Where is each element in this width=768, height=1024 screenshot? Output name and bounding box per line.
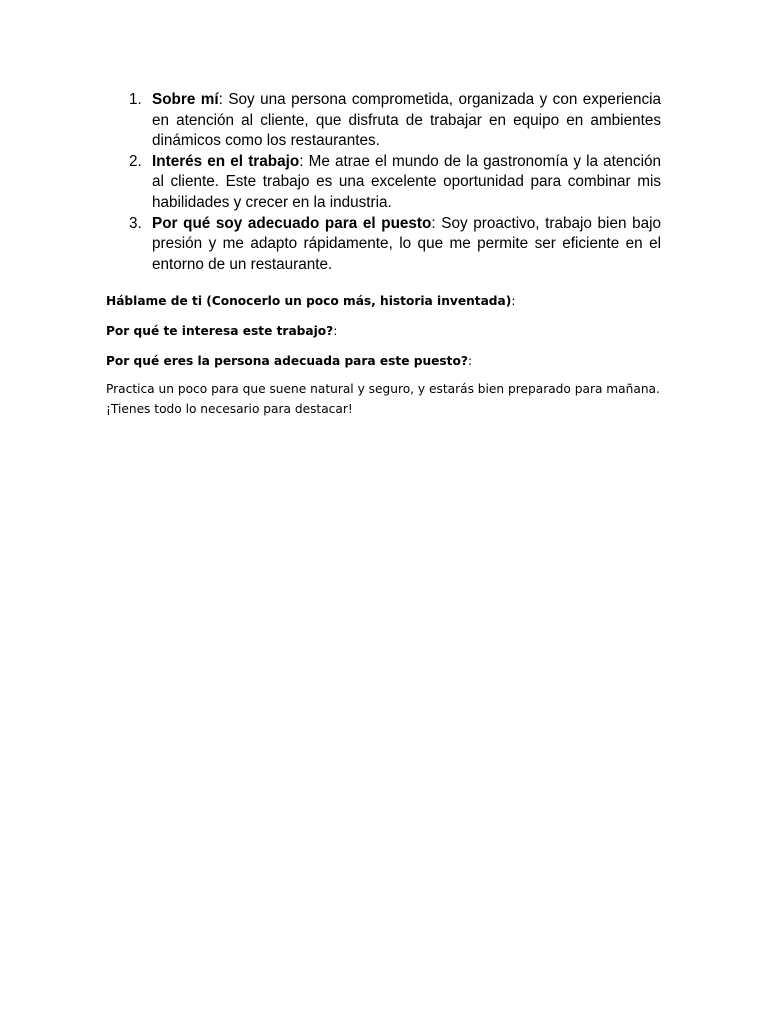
question-interesa-bold: Por qué te interesa este trabajo? <box>106 324 334 338</box>
question-adecuada-bold: Por qué eres la persona adecuada para este puesto? <box>106 354 468 368</box>
numbered-list <box>129 90 662 275</box>
list-item-number: 1. <box>129 91 142 108</box>
question-adecuada-colon: : <box>467 354 473 368</box>
closing-paragraph: Practica un poco para que suene natural y seguro, y estarás bien preparado para mañana. ¡Tienes todo lo necesario para destacar! <box>106 382 660 416</box>
list-item-text: : Soy una persona comprometida, organizada y con experiencia en atención al cliente, que disfruta de trabajar en equipo en ambientes dinámicos como los restaurantes. <box>152 91 662 150</box>
list-item-text: : Soy proactivo, trabajo bien bajo presión y me adapto rápidamente, lo que me permite ser eficiente en el entorno de un restaurante. <box>152 214 661 273</box>
list-item-number: 3. <box>129 214 142 232</box>
question-hablame <box>106 292 666 312</box>
list-item-title: Por qué soy adecuado para el puesto <box>152 214 432 232</box>
list-item <box>129 90 662 152</box>
question-hablame-bold: Háblame de ti (Conocerlo un poco más, historia inventada) <box>106 294 512 308</box>
list-item-text: : Me atrae el mundo de la gastronomía y la atención al cliente. Este trabajo es una excelente oportunidad para combinar mis habilidades y crecer en la industria. <box>152 152 661 211</box>
list-item <box>129 152 661 214</box>
question-hablame-colon: : <box>511 294 516 308</box>
list-item-title: Sobre mí <box>152 91 219 108</box>
list-item-title: Interés en el trabajo <box>152 152 300 170</box>
question-interesa-colon: : <box>333 324 338 338</box>
question-interesa <box>106 322 666 342</box>
list-item <box>129 214 661 276</box>
list-item-number: 2. <box>129 152 142 170</box>
question-adecuada <box>106 352 666 372</box>
